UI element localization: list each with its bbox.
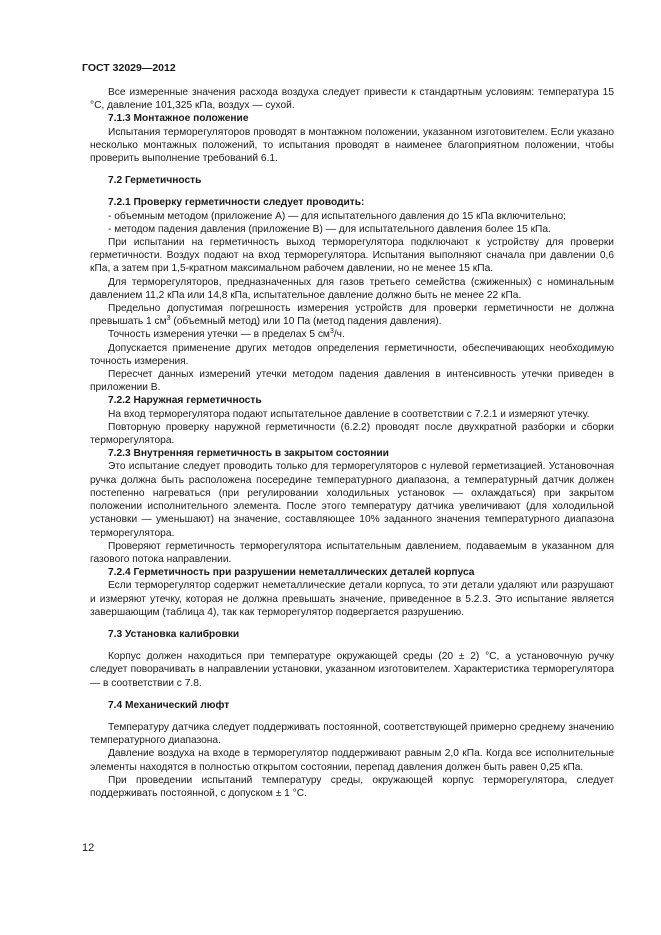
- text: /ч.: [333, 329, 345, 341]
- section-heading-7-2-2: 7.2.2 Наружная герметичность: [108, 395, 262, 407]
- text: Предельно допустимая погрешность измерения устройств для проверки герметичности не должна превышать 1 см: [90, 303, 614, 328]
- page-number: 12: [82, 842, 95, 854]
- standard-header: ГОСТ 32029—2012: [82, 62, 176, 74]
- section-heading-7-2: 7.2 Герметичность: [108, 175, 202, 187]
- superscript: 3: [166, 315, 171, 323]
- section-heading-7-2-3: 7.2.3 Внутренняя герметичность в закрытом состоянии: [108, 448, 389, 460]
- section-heading-7-4: 7.4 Механический люфт: [108, 699, 230, 711]
- section-heading-7-1-3: 7.1.3 Монтажное положение: [108, 113, 249, 125]
- paragraph: Если терморегулятор содержит неметаллические детали корпуса, то эти детали удаляют или разрушают и измеряют утечку, которая не должна превышать значение, приведенное в 5.2.3. Это испытание является завершающим (таблица 4), так как терморегулятор подвергается разрушению.: [90, 580, 614, 618]
- paragraph: Давление воздуха на входе в терморегулятор поддерживают равным 2,0 кПа. Когда все исполнительные элементы находятся в полностью открытом состоянии, перепад давления должен быть равен 0,25 кПа.: [90, 748, 614, 773]
- paragraph: Повторную проверку наружной герметичности (6.2.2) проводят после двухкратной разборки и сборки терморегулятора.: [90, 421, 614, 447]
- paragraph: Все измеренные значения расхода воздуха следует привести к стандартным условиям: температура 15 °С, давление 101,325 кПа, воздух — сухой.: [90, 87, 614, 112]
- text: (объемный метод) или 10 Па (метод падения давления).: [170, 316, 442, 328]
- paragraph: Допускается применение других методов определения герметичности, обеспечивающих необходимую точность измерения.: [90, 342, 614, 367]
- paragraph: Для терморегуляторов, предназначенных для газов третьего семейства (сжиженных) с номинальным давлением 11,2 кПа или 14,8 кПа, испытательное давление должно быть не менее 22 кПа.: [90, 276, 614, 301]
- paragraph: При испытании на герметичность выход терморегулятора подключают к устройству для проверки герметичности. Воздух подают на вход терморегулятора. Испытания выполняют сначала при давлении 0,6 кПа, а затем при 1,5-кратном максимальном рабочем давлении, но не менее 15 кПа.: [90, 237, 614, 275]
- section-heading-7-3: 7.3 Установка калибровки: [108, 628, 240, 640]
- paragraph: Испытания терморегуляторов проводят в монтажном положении, указанном изготовителем. Если указано несколько монтажных положений, то испытания проводят в наименее благоприятном положении, чтобы проверить выполнение требований 6.1.: [90, 126, 614, 165]
- section-heading-7-2-4: 7.2.4 Герметичность при разрушении неметаллических деталей корпуса: [108, 567, 475, 579]
- paragraph: При проведении испытаний температуру среды, окружающей корпус терморегулятора, следует поддерживать постоянной, с допуском ± 1 °С.: [90, 774, 614, 799]
- paragraph: Температуру датчика следует поддерживать постоянной, соответствующей примерно среднему значению температурного диапазона.: [90, 721, 614, 747]
- text: Точность измерения утечки — в пределах 5 см: [108, 329, 330, 341]
- paragraph: Это испытание следует проводить только для терморегуляторов с нулевой герметизацией. Установочная ручка должна быть расположена посередине температурного диапазона, а температурный датчик должен постепенно нагреваться (при регулировании холодильных установок — охлаждаться) при закрытом положении исполнительного элемента. После этого температуру датчика увеличивают (для холодильной установки — уменьшают) на значение, составляющее 10% заданного значения температурного диапазона терморегулятора.: [90, 461, 614, 539]
- superscript: 3: [329, 328, 334, 336]
- list-item: - методом падения давления (приложение В) — для испытательного давления более 15 кПа.: [108, 223, 551, 235]
- paragraph: Проверяют герметичность терморегулятора испытательным давлением, подаваемым в указанном для газового потока направлении.: [90, 540, 614, 565]
- paragraph: Пересчет данных измерений утечки методом падения давления в интенсивность утечки приведен в приложении В.: [90, 369, 614, 394]
- paragraph: [90, 328, 614, 341]
- page-body: [90, 86, 614, 800]
- section-heading-7-2-1: 7.2.1 Проверку герметичности следует проводить:: [108, 197, 365, 209]
- paragraph: На вход терморегулятора подают испытательное давление в соответствии с 7.2.1 и измеряют утечку.: [108, 408, 590, 420]
- paragraph: [90, 302, 614, 328]
- paragraph: Корпус должен находиться при температуре окружающей среды (20 ± 2) °С, а установочную ручку следует поворачивать в направлении установки, указанном изготовителем. Характеристика терморегулятора — в соответствии с 7.8.: [90, 651, 614, 689]
- list-item: - объемным методом (приложение А) — для испытательного давления до 15 кПа включительно;: [108, 210, 566, 222]
